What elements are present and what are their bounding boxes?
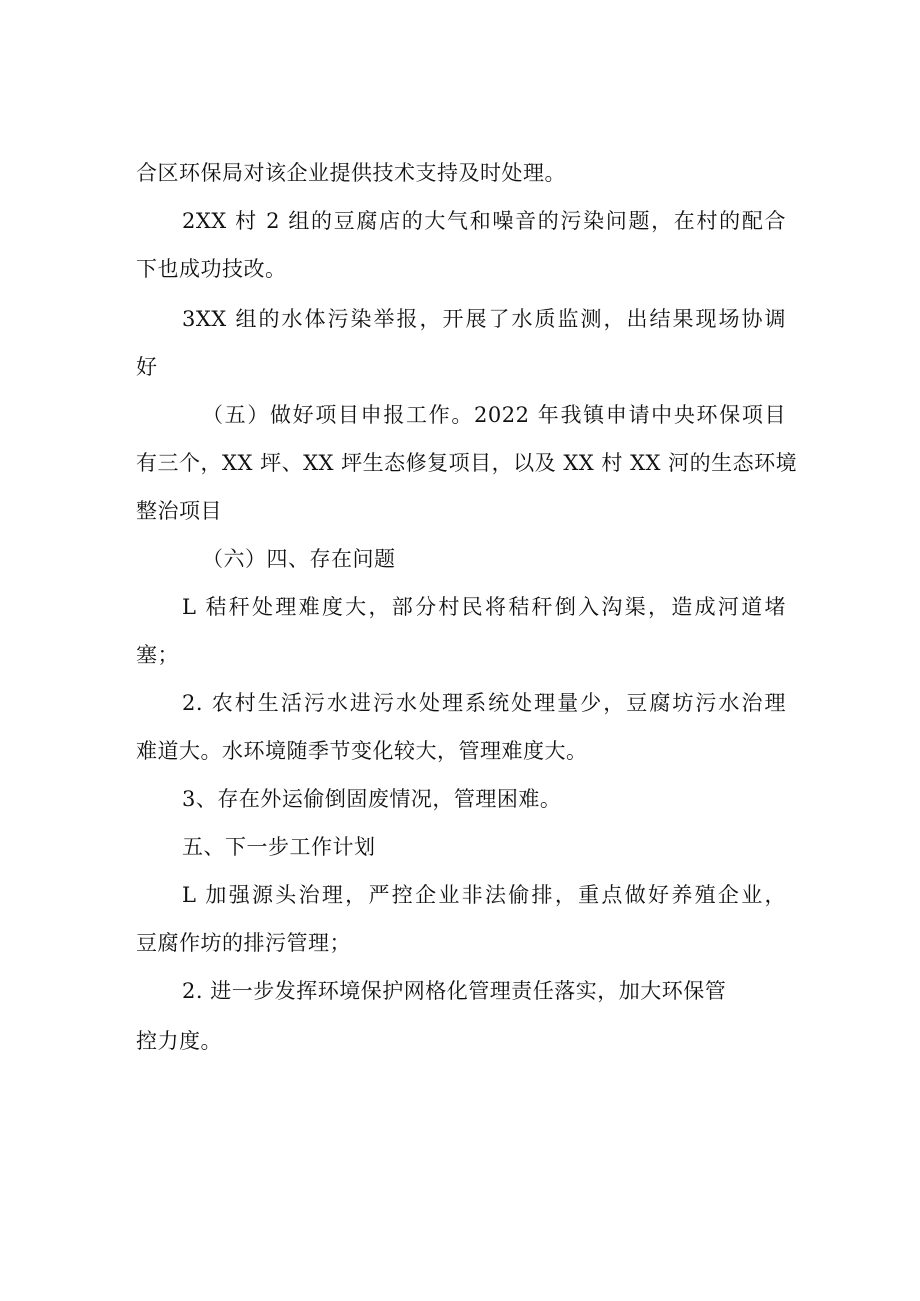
text-line: 控力度。 bbox=[136, 1029, 222, 1053]
section-heading: 五、下一步工作计划 bbox=[182, 835, 376, 859]
text-line: 难道大。水环境随季节变化较大，管理难度大。 bbox=[136, 739, 588, 763]
text-line: 2XX 村 2 组的豆腐店的大气和噪音的污染问题，在村的配合 bbox=[182, 209, 786, 233]
text-line: 塞； bbox=[136, 643, 179, 667]
text-line: 整治项目 bbox=[136, 499, 222, 523]
text-line: 合区环保局对该企业提供技术支持及时处理。 bbox=[136, 161, 566, 185]
text-line: 3XX 组的水体污染举报，开展了水质监测，出结果现场协调 bbox=[182, 307, 786, 331]
text-line: 下也成功技改。 bbox=[136, 257, 287, 281]
text-line: 有三个，XX 坪、XX 坪生态修复项目，以及 XX 村 XX 河的生态环境 bbox=[136, 451, 798, 475]
text-line: （五）做好项目申报工作。2022 年我镇申请中央环保项目 bbox=[202, 403, 786, 427]
section-heading: （六）四、存在问题 bbox=[202, 547, 396, 571]
text-line: 2. 进一步发挥环境保护网格化管理责任落实，加大环保管 bbox=[182, 979, 727, 1003]
text-line: 2. 农村生活污水进污水处理系统处理量少，豆腐坊污水治理 bbox=[182, 691, 786, 715]
text-line: 好 bbox=[136, 355, 158, 379]
text-line: 豆腐作坊的排污管理； bbox=[136, 931, 351, 955]
text-line: 3、存在外运偷倒固废情况，管理困难。 bbox=[182, 787, 562, 811]
text-line: L 加强源头治理，严控企业非法偷排，重点做好养殖企业， bbox=[182, 883, 786, 907]
text-line: L 秸秆处理难度大，部分村民将秸秆倒入沟渠，造成河道堵 bbox=[182, 595, 786, 619]
